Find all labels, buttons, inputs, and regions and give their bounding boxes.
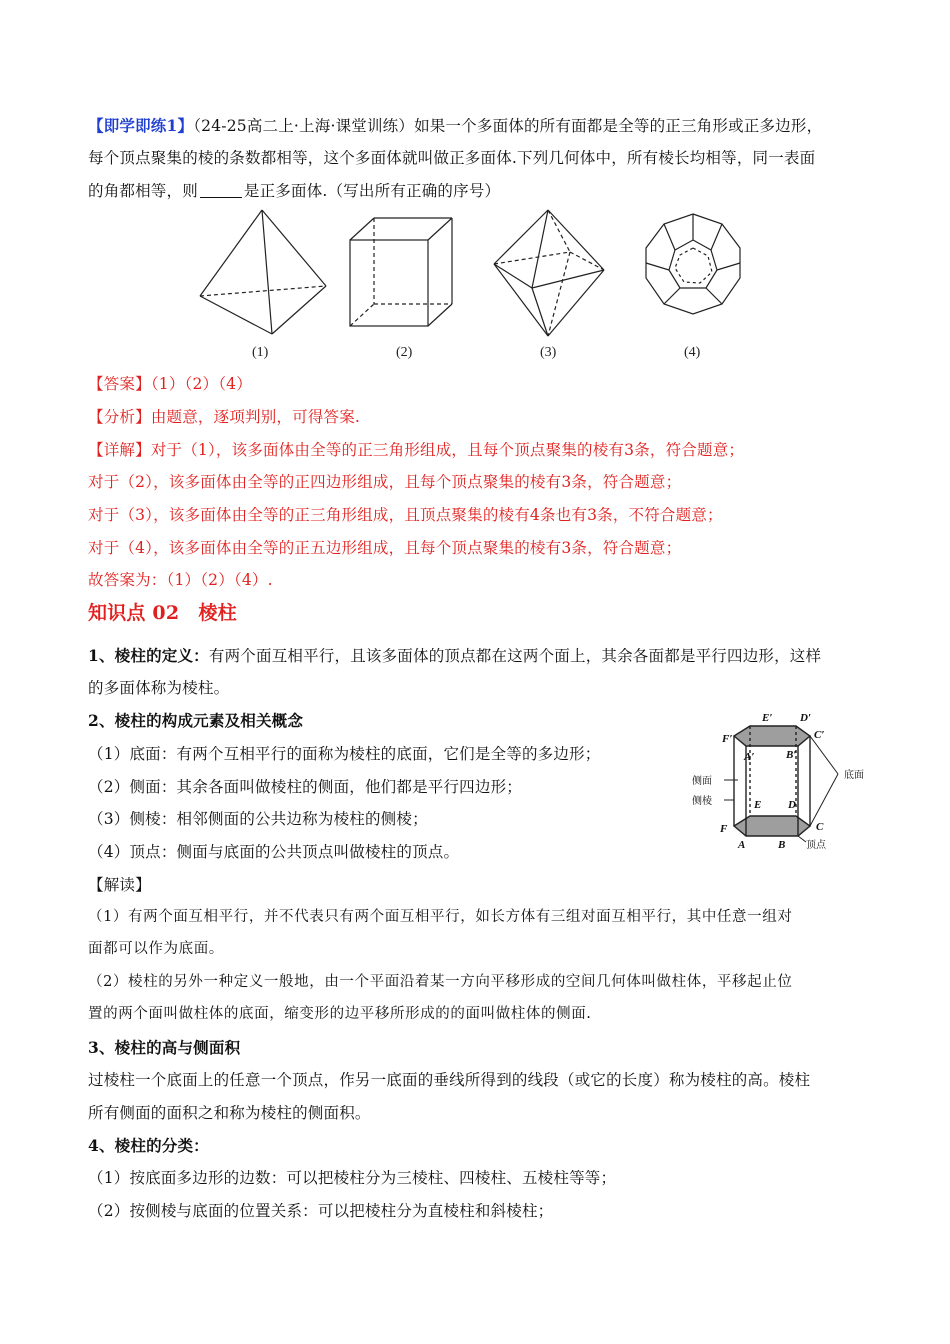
- detail-line-2: 对于（2），该多面体由全等的正四边形组成，且每个顶点聚集的棱有3条，符合题意；: [88, 473, 682, 491]
- definition-text: 有两个面互相平行，且该多面体的顶点都在这两个面上，其余各面都是平行四边形，这样: [208, 647, 822, 665]
- analysis-text: 由题意，逐项判别，可得答案.: [150, 408, 361, 426]
- detail-tag: 【详解】: [88, 441, 151, 459]
- answer-blank: [200, 183, 242, 198]
- label-side-face: 侧面: [692, 776, 712, 787]
- element-base: （1）底面：有两个互相平行的面称为棱柱的底面，它们是全等的多边形；: [88, 745, 601, 763]
- exercise-text-1: （24-25高二上·上海·课堂训练）如果一个多面体的所有面都是全等的正三角形或正多边形，: [193, 117, 823, 135]
- definition-head: 1、棱柱的定义：: [88, 646, 209, 665]
- exercise-text-3b: 是正多面体.（写出所有正确的序号）: [243, 182, 501, 200]
- dodecahedron-icon: [646, 214, 740, 314]
- classification-2: （2）按侧棱与底面的位置关系：可以把棱柱分为直棱柱和斜棱柱；: [88, 1202, 554, 1220]
- elements-heading: 2、棱柱的构成元素及相关概念: [88, 711, 304, 730]
- interpretation-2b: 置的两个面叫做柱体的底面，缩变形的边平移所形成的的面叫做柱体的侧面.: [88, 1006, 592, 1022]
- vertex-label-D-prime: D′: [800, 712, 812, 724]
- height-text-1: 过棱柱一个底面上的任意一个顶点，作另一底面的垂线所得到的线段（或它的长度）称为棱柱的高。棱柱: [88, 1071, 811, 1089]
- height-text-2: 所有侧面的面积之和称为棱柱的侧面积。: [88, 1104, 371, 1122]
- vertex-label-C: C: [816, 821, 824, 833]
- answer-tag: 【答案】: [88, 375, 151, 393]
- definition-line-1: [88, 646, 821, 666]
- definition-line-2: 的多面体称为棱柱。: [88, 679, 230, 697]
- element-side-edge: （3）侧棱：相邻侧面的公共边称为棱柱的侧棱；: [88, 810, 428, 828]
- hexagonal-prism-figure: [688, 708, 888, 854]
- label-base: 底面: [844, 770, 864, 781]
- octahedron-icon: [494, 210, 604, 336]
- vertex-label-E-prime: E′: [762, 712, 773, 724]
- detail-text-1: 对于（1），该多面体由全等的正三角形组成，且每个顶点聚集的棱有3条，符合题意；: [150, 441, 745, 459]
- interpretation-heading: 【解读】: [88, 876, 151, 894]
- figure-label-1: (1): [252, 345, 269, 360]
- figure-label-3: (3): [540, 345, 557, 360]
- element-side-face: （2）侧面：其余各面叫做棱柱的侧面，他们都是平行四边形；: [88, 778, 522, 796]
- height-heading: 3、棱柱的高与侧面积: [88, 1038, 241, 1057]
- exercise-line-1: [88, 116, 822, 136]
- vertex-label-A-prime: A′: [744, 751, 755, 763]
- polyhedra-figures: [190, 208, 750, 368]
- analysis-tag: 【分析】: [88, 408, 151, 426]
- label-side-edge: 侧棱: [692, 796, 712, 807]
- label-vertex: 顶点: [806, 840, 826, 851]
- exercise-text-3a: 的角都相等，则: [88, 182, 198, 200]
- interpretation-1b: 面都可以作为底面。: [88, 941, 224, 957]
- exercise-tag: 【即学即练1】: [88, 116, 194, 135]
- element-vertex: （4）顶点：侧面与底面的公共顶点叫做棱柱的顶点。: [88, 843, 460, 861]
- detail-line-3: 对于（3），该多面体由全等的正三角形组成，且顶点聚集的棱有4条也有3条，不符合题意；: [88, 506, 723, 524]
- vertex-label-D: D: [788, 799, 796, 811]
- figure-label-4: (4): [684, 345, 701, 360]
- vertex-label-E: E: [754, 799, 762, 811]
- vertex-label-B: B: [778, 839, 786, 851]
- vertex-label-F-prime: F′: [722, 733, 733, 745]
- analysis-line: [88, 407, 360, 427]
- interpretation-2a: （2）棱柱的另外一种定义一般地，由一个平面沿着某一方向平移形成的空间几何体叫做柱体，平移起止位: [88, 974, 793, 990]
- cube-icon: [350, 218, 452, 326]
- classification-heading: 4、棱柱的分类：: [88, 1136, 209, 1155]
- figure-label-2: (2): [396, 345, 413, 360]
- exercise-line-3: [88, 181, 500, 201]
- vertex-label-A: A: [738, 839, 746, 851]
- classification-1: （1）按底面多边形的边数：可以把棱柱分为三棱柱、四棱柱、五棱柱等等；: [88, 1169, 617, 1187]
- detail-line-1: [88, 440, 744, 460]
- exercise-line-2: 每个顶点聚集的棱的条数都相等，这个多面体就叫做正多面体.下列几何体中，所有棱长均相等，同一表面: [88, 149, 816, 167]
- section-title: 知识点 02 棱柱: [88, 602, 237, 624]
- vertex-label-C-prime: C′: [814, 729, 825, 741]
- vertex-label-F: F: [720, 823, 728, 835]
- detail-line-4: 对于（4），该多面体由全等的正五边形组成，且每个顶点聚集的棱有3条，符合题意；: [88, 539, 682, 557]
- answer-text: （1）（2）（4）: [150, 375, 252, 393]
- conclusion-line: 故答案为：（1）（2）（4）.: [88, 571, 273, 589]
- tetrahedron-icon: [200, 210, 326, 334]
- answer-line: [88, 374, 252, 394]
- vertex-label-B-prime: B′: [786, 749, 797, 761]
- interpretation-1a: （1）有两个面互相平行，并不代表只有两个面互相平行，如长方体有三组对面互相平行，其中任意一组对: [88, 909, 793, 925]
